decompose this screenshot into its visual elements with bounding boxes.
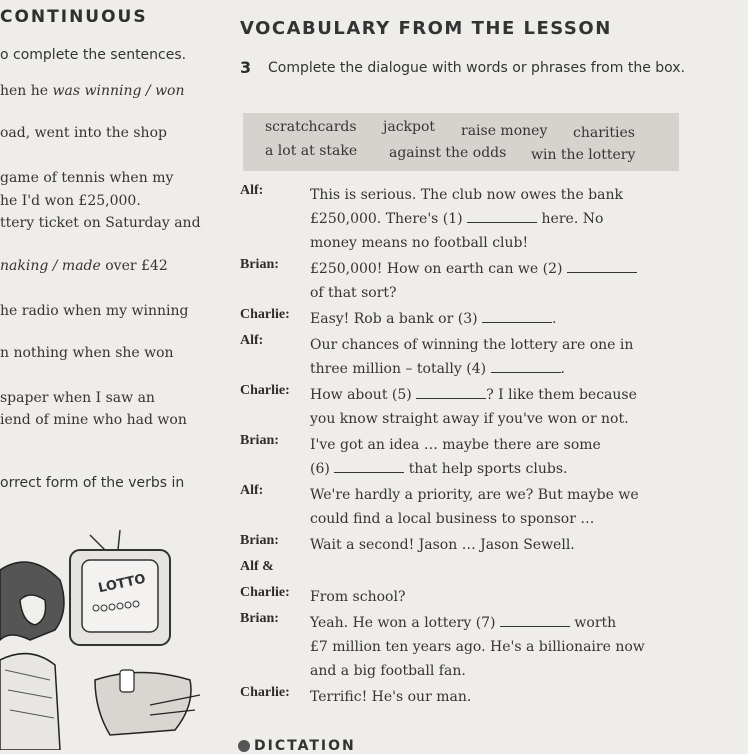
word-box-item: charities <box>573 125 635 141</box>
dialogue-turn <box>238 533 686 557</box>
dialogue-line: I've got an idea … maybe there are some <box>310 437 601 453</box>
dialogue-line: £250,000! How on earth can we (2) <box>310 257 686 281</box>
previous-exercise-column <box>0 0 228 750</box>
dictation-icon <box>238 740 250 752</box>
fragment-text: over £42 <box>100 258 168 274</box>
dialogue-line: Wait a second! Jason … Jason Sewell. <box>310 537 575 553</box>
dialogue-line: money means no football club! <box>310 235 529 251</box>
dialogue <box>238 183 686 711</box>
exercise-number: 3 <box>240 58 252 77</box>
dialogue-line: three million – totally (4) . <box>310 357 686 381</box>
speaker-name: Charlie: <box>240 307 290 322</box>
dialogue-turn <box>238 559 686 583</box>
section-header: CONTINUOUS <box>0 7 148 27</box>
dialogue-turn <box>238 685 686 709</box>
dialogue-line: Yeah. He won a lottery (7) worth <box>310 611 686 635</box>
sentence-fragment <box>0 83 185 99</box>
speaker-name: Brian: <box>240 611 279 626</box>
answer-blank[interactable] <box>567 258 637 273</box>
dialogue-turn <box>238 307 686 331</box>
dialogue-line: of that sort? <box>310 285 397 301</box>
dialogue-turn <box>238 333 686 381</box>
vocabulary-section-title: VOCABULARY FROM THE LESSON <box>240 18 612 39</box>
sentence-fragment <box>0 193 141 209</box>
dialogue-line: This is serious. The club now owes the bank <box>310 187 623 203</box>
speaker-name: Charlie: <box>240 685 290 700</box>
lotto-illustration <box>0 530 228 750</box>
dialogue-turn <box>238 611 686 683</box>
fragment-text: ttery ticket on Saturday and <box>0 215 201 231</box>
speaker-name: Brian: <box>240 533 279 548</box>
dialogue-line: We're hardly a priority, are we? But maybe we <box>310 487 639 503</box>
dialogue-turn <box>238 585 686 609</box>
fragment-verb-choice: naking / made <box>0 258 101 274</box>
dialogue-turn <box>238 433 686 481</box>
fragment-verb-choice: was winning / won <box>52 83 185 99</box>
dialogue-line: Terrific! He's our man. <box>310 689 472 705</box>
speaker-name: Alf & <box>240 559 274 574</box>
dialogue-line: Our chances of winning the lottery are one in <box>310 337 634 353</box>
fragment-text: game of tennis when my <box>0 170 174 186</box>
fragment-text: iend of mine who had won <box>0 412 187 428</box>
sentence-fragment <box>0 412 187 428</box>
dialogue-line: you know straight away if you've won or not. <box>310 411 629 427</box>
sentence-fragment <box>0 258 168 274</box>
exercise-instruction-2: orrect form of the verbs in <box>0 475 185 491</box>
fragment-text: he radio when my winning <box>0 303 189 319</box>
word-box-item: a lot at stake <box>265 143 358 159</box>
lotto-logo-text: LOTTO <box>97 571 148 597</box>
fragment-text: n nothing when she won <box>0 345 174 361</box>
sentence-fragment <box>0 390 155 406</box>
sentence-fragment <box>0 215 201 231</box>
dialogue-turn <box>238 483 686 531</box>
sentence-fragment <box>0 345 174 361</box>
fragment-text: oad, went into the shop <box>0 125 167 141</box>
answer-blank[interactable] <box>416 384 486 399</box>
dialogue-line: How about (5) ? I like them because <box>310 383 686 407</box>
word-box-item: win the lottery <box>531 147 636 163</box>
answer-blank[interactable] <box>467 208 537 223</box>
word-box <box>243 113 679 171</box>
speaker-name: Alf: <box>240 333 264 348</box>
word-box-item: against the odds <box>389 145 507 161</box>
dialogue-turn <box>238 383 686 431</box>
exercise-instruction-3: Complete the dialogue with words or phrases from the box. <box>268 60 686 76</box>
dictation-heading: DICTATION <box>238 738 356 754</box>
answer-blank[interactable] <box>334 458 404 473</box>
fragment-text: hen he <box>0 83 53 99</box>
word-box-item: scratchcards <box>265 119 357 135</box>
fragment-text: he I'd won £25,000. <box>0 193 141 209</box>
speaker-name: Alf: <box>240 483 264 498</box>
dialogue-line: could find a local business to sponsor … <box>310 511 595 527</box>
sentence-fragment <box>0 170 173 186</box>
answer-blank[interactable] <box>500 612 570 627</box>
speaker-name: Brian: <box>240 257 279 272</box>
dialogue-line: From school? <box>310 589 406 605</box>
speaker-name: Charlie: <box>240 585 290 600</box>
dialogue-line: and a big football fan. <box>310 663 466 679</box>
dialogue-line: Easy! Rob a bank or (3) . <box>310 307 686 331</box>
dialogue-line: £250,000. There's (1) here. No <box>310 207 686 231</box>
dialogue-turn <box>238 257 686 305</box>
sentence-fragment <box>0 125 167 141</box>
speaker-name: Charlie: <box>240 383 290 398</box>
dialogue-turn <box>238 183 686 255</box>
speaker-name: Brian: <box>240 433 279 448</box>
speaker-name: Alf: <box>240 183 264 198</box>
sentence-fragment <box>0 303 188 319</box>
word-box-item: raise money <box>461 123 548 139</box>
word-box-item: jackpot <box>383 119 436 135</box>
dialogue-line <box>310 559 686 583</box>
answer-blank[interactable] <box>491 358 561 373</box>
exercise-instruction: o complete the sentences. <box>0 47 187 63</box>
answer-blank[interactable] <box>482 308 552 323</box>
dialogue-line: (6) that help sports clubs. <box>310 457 686 481</box>
fragment-text: spaper when I saw an <box>0 390 155 406</box>
dialogue-line: £7 million ten years ago. He's a billionaire now <box>310 639 645 655</box>
